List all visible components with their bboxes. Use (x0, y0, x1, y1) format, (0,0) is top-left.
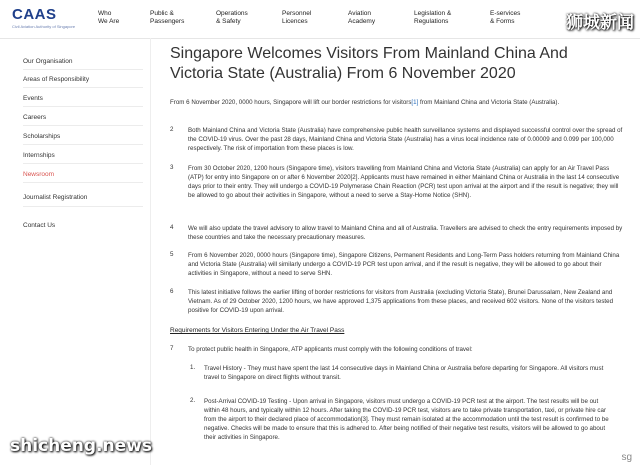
paragraph: This latest initiative follows the earlier lifting of border restrictions for visitors from Australia (excluding Victoria State), Brunei Darussalam, New Zealand and Vietnam. As of 29 October 2020, 1200 hours, we have approved 1,375 applications from these places, and received 602 visitors. None of the visitors tested positive for COVID-19 upon arrival. (188, 289, 614, 314)
nav-operations-safety[interactable]: Operations & Safety (216, 10, 248, 25)
nav-who-we-are[interactable]: Who We Are (98, 10, 120, 25)
paragraph: From 30 October 2020, 1200 hours (Singapore time), visitors travelling from Mainland China and Victoria State (Australia) can apply for an Air Travel Pass (ATP) for entry into Singapore on or after 6 November 2020[2]. Applicants must have remained in either Mainland China or Australia in the last 14 consecutive days prior to their entry. They will undergo a COVID-19 Polymerase Chain Reaction (PCR) test upon arrival at the airport and if the result is negative; they will be allowed to go about their activities in Singapore, without a need to serve a Stay-Home Notice (SHN). (188, 165, 620, 199)
requirements-heading: Requirements for Visitors Entering Under the Air Travel Pass (170, 327, 345, 334)
divider (23, 87, 143, 88)
list-number: 2. (190, 397, 196, 404)
top-watermark: 狮城新闻 (566, 13, 634, 33)
page-title: Singapore Welcomes Visitors From Mainland China And Victoria State (Australia) From 6 November 2020 (170, 45, 568, 82)
divider (23, 125, 143, 126)
divider (23, 144, 143, 145)
nav-eservices-forms[interactable]: E-services & Forms (490, 10, 521, 25)
logo-text: CAAS (12, 6, 57, 23)
paragraph: Both Mainland China and Victoria State (Australia) have comprehensive public health surveillance systems and displayed successful control over the spread of the COVID-19 virus. Over the past 28 days, Mainland China and Victoria State (Australia) has a virus local incidence rate of 0.00009 and 0.099 per 100,000 respectively. The risk of importation from these places is low. (188, 127, 623, 152)
sidebar-item-events[interactable]: Events (23, 95, 43, 102)
paragraph: We will also update the travel advisory to allow travel to Mainland China and all of Australia. Travellers are advised to check the entry requirements imposed by these countries and take the necessary precautionary measures. (188, 225, 623, 241)
nav-personnel-licences[interactable]: Personnel Licences (282, 10, 312, 25)
paragraph: To protect public health in Singapore, ATP applicants must comply with the following conditions of travel: (188, 346, 473, 353)
list-item: Travel History - They must have spent the last 14 consecutive days in Mainland China or Australia before departing for Singapore. All visitors must travel to Singapore on direct flights without transit. (204, 365, 604, 381)
caas-logo[interactable] (12, 6, 75, 29)
corner-watermark: sg (621, 452, 632, 463)
sidebar (0, 38, 151, 465)
intro-paragraph: From 6 November 2020, 0000 hours, Singapore will lift our border restrictions for visitors[1] from Mainland China and Victoria State (Australia). (170, 99, 560, 106)
para-number: 4 (170, 224, 174, 231)
sidebar-item-internships[interactable]: Internships (23, 152, 55, 159)
divider (23, 182, 143, 183)
divider (23, 206, 143, 207)
para-number: 7 (170, 345, 174, 352)
para-number: 3 (170, 164, 174, 171)
sidebar-item-our-organisation[interactable]: Our Organisation (23, 58, 73, 65)
sidebar-item-journalist-registration[interactable]: Journalist Registration (23, 194, 88, 201)
divider (23, 163, 143, 164)
sidebar-item-newsroom[interactable]: Newsroom (23, 171, 55, 178)
footnote-link[interactable]: [1] (411, 99, 419, 106)
list-number: 1. (190, 364, 196, 371)
bottom-watermark: shicheng.news (10, 436, 152, 456)
nav-public-passengers[interactable]: Public & Passengers (150, 10, 185, 25)
list-item: Post-Arrival COVID-19 Testing - Upon arrival in Singapore, visitors must undergo a COVID-19 PCR test at the airport. The test results will be out within 48 hours, and typically within 12 hours. After taking the COVID-19 PCR test, visitors are to take private transportation, taxi, or private hire car from the airport to their declared place of accommodation[3]. They must remain isolated at the accommodation until the test result is confirmed to be negative. Checks will be made to ensure that this is adhered to. After being notified of their negative test results, visitors will be allowed to go about their activities in Singapore. (204, 398, 609, 441)
para-number: 2 (170, 126, 174, 133)
top-navigation-bar (0, 0, 640, 39)
sidebar-item-scholarships[interactable]: Scholarships (23, 133, 61, 140)
paragraph: From 6 November 2020, 0000 hours (Singapore time), Singapore Citizens, Permanent Residents and Long-Term Pass holders returning from Mainland China and Victoria State (Australia) will similarly undergo a COVID-19 PCR test upon arrival, and if the result is negative, they will be allowed to go about their activities in Singapore, without a need to serve SHN. (188, 252, 620, 277)
nav-legislation-regulations[interactable]: Legislation & Regulations (414, 10, 452, 25)
para-number: 5 (170, 251, 174, 258)
sidebar-item-areas-of-responsibility[interactable]: Areas of Responsibility (23, 76, 90, 83)
sidebar-item-contact-us[interactable]: Contact Us (23, 222, 56, 229)
sidebar-item-careers[interactable]: Careers (23, 114, 47, 121)
divider (23, 69, 143, 70)
divider (23, 106, 143, 107)
para-number: 6 (170, 288, 174, 295)
nav-aviation-academy[interactable]: Aviation Academy (348, 10, 376, 25)
logo-tagline: Civil Aviation Authority of Singapore (12, 24, 76, 29)
